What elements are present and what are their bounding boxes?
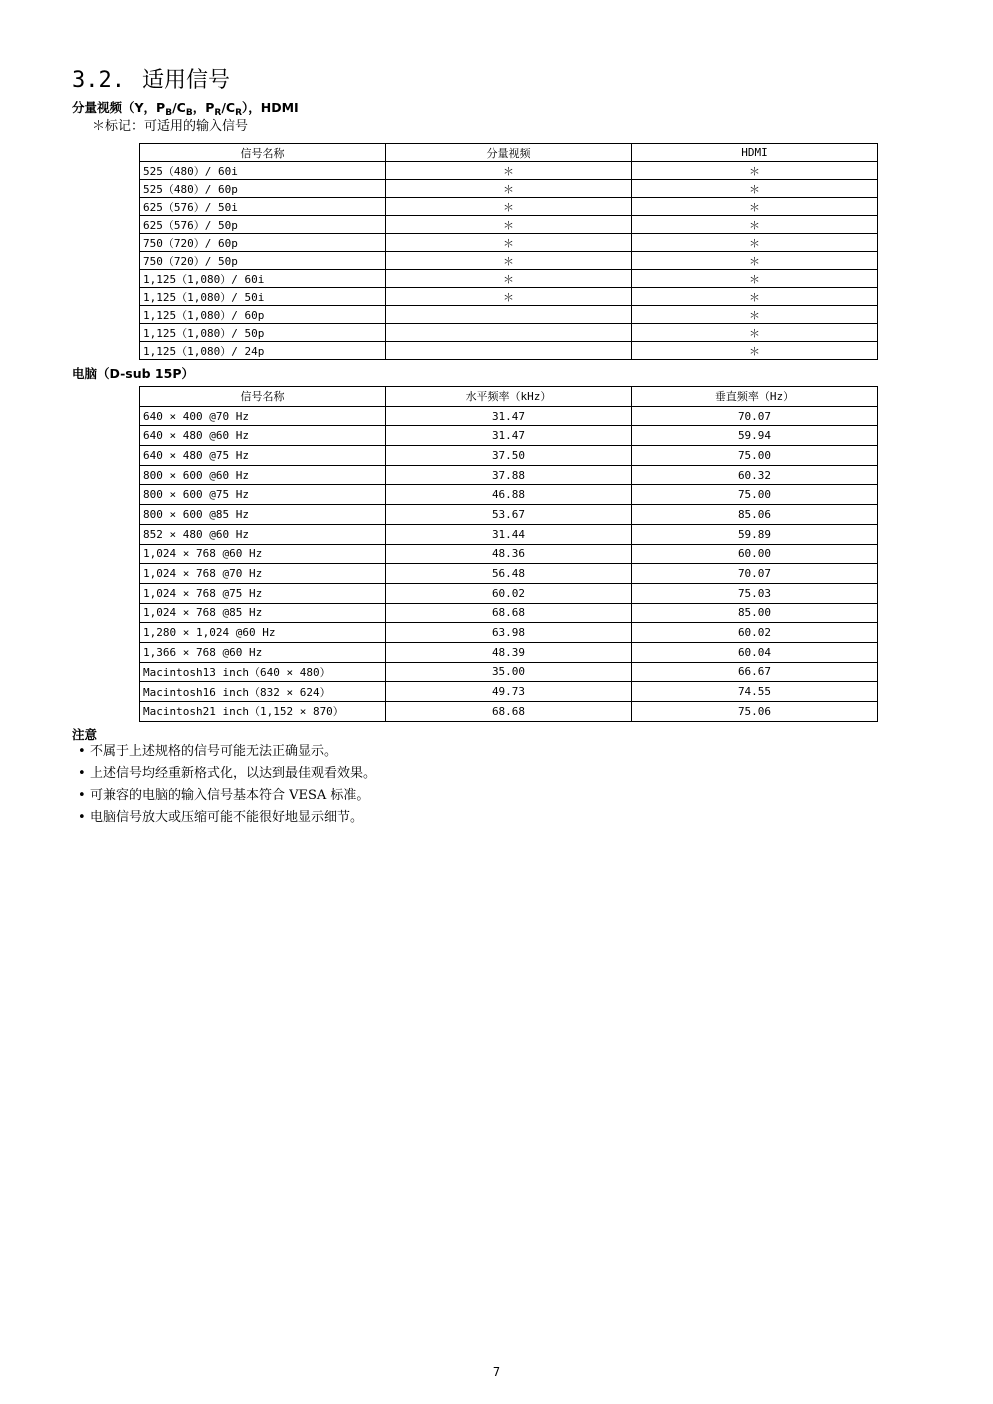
signal-name-cell: 1,024 × 768 @75 Hz (140, 583, 386, 603)
value-cell: 48.39 (386, 642, 632, 662)
value-cell: 53.67 (386, 505, 632, 525)
header-horizontal-frequency: 水平频率（kHz） (386, 387, 632, 407)
table-row (140, 702, 878, 722)
table-row (140, 252, 878, 270)
value-cell: 37.50 (386, 446, 632, 466)
value-cell: 74.55 (632, 682, 878, 702)
signal-name-cell: 800 × 600 @85 Hz (140, 505, 386, 525)
signal-name-cell: 750（720）/ 50p (140, 252, 386, 270)
table-row (140, 642, 878, 662)
value-cell: 75.00 (632, 485, 878, 505)
table-row (140, 544, 878, 564)
value-cell: 60.32 (632, 465, 878, 485)
header-vertical-frequency: 垂直频率（Hz） (632, 387, 878, 407)
value-cell: 66.67 (632, 662, 878, 682)
value-cell (386, 324, 632, 342)
value-cell: ＊ (632, 324, 878, 342)
value-cell: 85.00 (632, 603, 878, 623)
table-row (140, 603, 878, 623)
table-row (140, 505, 878, 525)
value-cell: 56.48 (386, 564, 632, 584)
signal-name-cell: 750（720）/ 60p (140, 234, 386, 252)
value-cell: ＊ (386, 198, 632, 216)
value-cell (386, 342, 632, 360)
value-cell: ＊ (632, 180, 878, 198)
note-item: • 可兼容的电脑的输入信号基本符合 VESA 标准。 (78, 786, 376, 808)
value-cell: ＊ (632, 252, 878, 270)
table-row (140, 465, 878, 485)
value-cell: ＊ (386, 252, 632, 270)
value-cell: ＊ (632, 198, 878, 216)
table-row (140, 426, 878, 446)
value-cell: 63.98 (386, 623, 632, 643)
signal-name-cell: 1,125（1,080）/ 50p (140, 324, 386, 342)
table-row (140, 564, 878, 584)
signal-name-cell: 1,125（1,080）/ 50i (140, 288, 386, 306)
asterisk-note: ＊标记：可适用的输入信号 (92, 119, 249, 134)
value-cell: ＊ (386, 234, 632, 252)
value-cell: ＊ (632, 162, 878, 180)
section-number: 3.2. (72, 68, 125, 93)
value-cell: 70.07 (632, 406, 878, 426)
value-cell: 85.06 (632, 505, 878, 525)
table-row (140, 180, 878, 198)
table-row (140, 288, 878, 306)
signal-name-cell: 525（480）/ 60p (140, 180, 386, 198)
note-item: • 不属于上述规格的信号可能无法正确显示。 (78, 742, 376, 764)
value-cell (386, 306, 632, 324)
signal-name-cell: 1,024 × 768 @70 Hz (140, 564, 386, 584)
signal-name-cell: 525（480）/ 60i (140, 162, 386, 180)
signal-name-cell: 852 × 480 @60 Hz (140, 524, 386, 544)
value-cell: ＊ (632, 270, 878, 288)
table-row (140, 324, 878, 342)
signal-name-cell: 1,024 × 768 @60 Hz (140, 544, 386, 564)
component-heading: 分量视频（Y，$P_B/C_B$，$P_R/C_R$），HDMI (72, 100, 299, 118)
value-cell: ＊ (386, 180, 632, 198)
value-cell: 48.36 (386, 544, 632, 564)
value-cell: 70.07 (632, 564, 878, 584)
value-cell: 60.00 (632, 544, 878, 564)
value-cell: 35.00 (386, 662, 632, 682)
signal-name-cell: 625（576）/ 50i (140, 198, 386, 216)
value-cell: ＊ (632, 342, 878, 360)
value-cell: ＊ (386, 288, 632, 306)
table-row (140, 406, 878, 426)
table-row (140, 216, 878, 234)
header-signal-name: 信号名称 (140, 144, 386, 162)
component-signal-table (139, 143, 878, 360)
signal-name-cell: 1,024 × 768 @85 Hz (140, 603, 386, 623)
table-header-row (140, 144, 878, 162)
value-cell: 37.88 (386, 465, 632, 485)
table-row (140, 198, 878, 216)
signal-name-cell: Macintosh13 inch（640 × 480） (140, 662, 386, 682)
note-item: • 上述信号均经重新格式化，以达到最佳观看效果。 (78, 764, 376, 786)
value-cell: 75.00 (632, 446, 878, 466)
value-cell: 75.06 (632, 702, 878, 722)
signal-name-cell: 1,280 × 1,024 @60 Hz (140, 623, 386, 643)
value-cell: 60.02 (632, 623, 878, 643)
table-row (140, 524, 878, 544)
section-title (72, 66, 230, 96)
table-row (140, 583, 878, 603)
value-cell: ＊ (386, 162, 632, 180)
signal-name-cell: 1,366 × 768 @60 Hz (140, 642, 386, 662)
value-cell: 59.89 (632, 524, 878, 544)
value-cell: 31.44 (386, 524, 632, 544)
value-cell: ＊ (632, 216, 878, 234)
value-cell: 31.47 (386, 406, 632, 426)
value-cell: ＊ (386, 216, 632, 234)
table-row (140, 306, 878, 324)
signal-name-cell: 625（576）/ 50p (140, 216, 386, 234)
table-row (140, 162, 878, 180)
signal-name-cell: Macintosh21 inch（1,152 × 870） (140, 702, 386, 722)
table-row (140, 485, 878, 505)
section-title-text: 适用信号 (142, 68, 231, 93)
signal-name-cell: 1,125（1,080）/ 60i (140, 270, 386, 288)
value-cell: ＊ (632, 306, 878, 324)
value-cell: 46.88 (386, 485, 632, 505)
header-component: 分量视频 (386, 144, 632, 162)
signal-name-cell: 640 × 400 @70 Hz (140, 406, 386, 426)
value-cell: 60.02 (386, 583, 632, 603)
notes-heading: 注意 (72, 727, 98, 742)
table-row (140, 682, 878, 702)
signal-name-cell: 640 × 480 @60 Hz (140, 426, 386, 446)
table-header-row (140, 387, 878, 407)
page-number: 7 (492, 1365, 501, 1379)
signal-name-cell: 800 × 600 @75 Hz (140, 485, 386, 505)
table-row (140, 446, 878, 466)
value-cell: ＊ (632, 234, 878, 252)
value-cell: ＊ (632, 288, 878, 306)
table-row (140, 234, 878, 252)
value-cell: ＊ (386, 270, 632, 288)
signal-name-cell: 640 × 480 @75 Hz (140, 446, 386, 466)
value-cell: 68.68 (386, 603, 632, 623)
header-hdmi: HDMI (632, 144, 878, 162)
value-cell: 31.47 (386, 426, 632, 446)
table-row (140, 662, 878, 682)
signal-name-cell: 1,125（1,080）/ 60p (140, 306, 386, 324)
note-item: • 电脑信号放大或压缩可能不能很好地显示细节。 (78, 808, 376, 830)
value-cell: 59.94 (632, 426, 878, 446)
header-signal-name: 信号名称 (140, 387, 386, 407)
notes-list (78, 742, 376, 830)
signal-name-cell: Macintosh16 inch（832 × 624） (140, 682, 386, 702)
pc-signal-table (139, 386, 878, 722)
table-row (140, 342, 878, 360)
signal-name-cell: 800 × 600 @60 Hz (140, 465, 386, 485)
table-row (140, 623, 878, 643)
value-cell: 75.03 (632, 583, 878, 603)
value-cell: 68.68 (386, 702, 632, 722)
table-row (140, 270, 878, 288)
pc-heading: 电脑（D-sub 15P） (72, 366, 194, 381)
value-cell: 60.04 (632, 642, 878, 662)
signal-name-cell: 1,125（1,080）/ 24p (140, 342, 386, 360)
value-cell: 49.73 (386, 682, 632, 702)
